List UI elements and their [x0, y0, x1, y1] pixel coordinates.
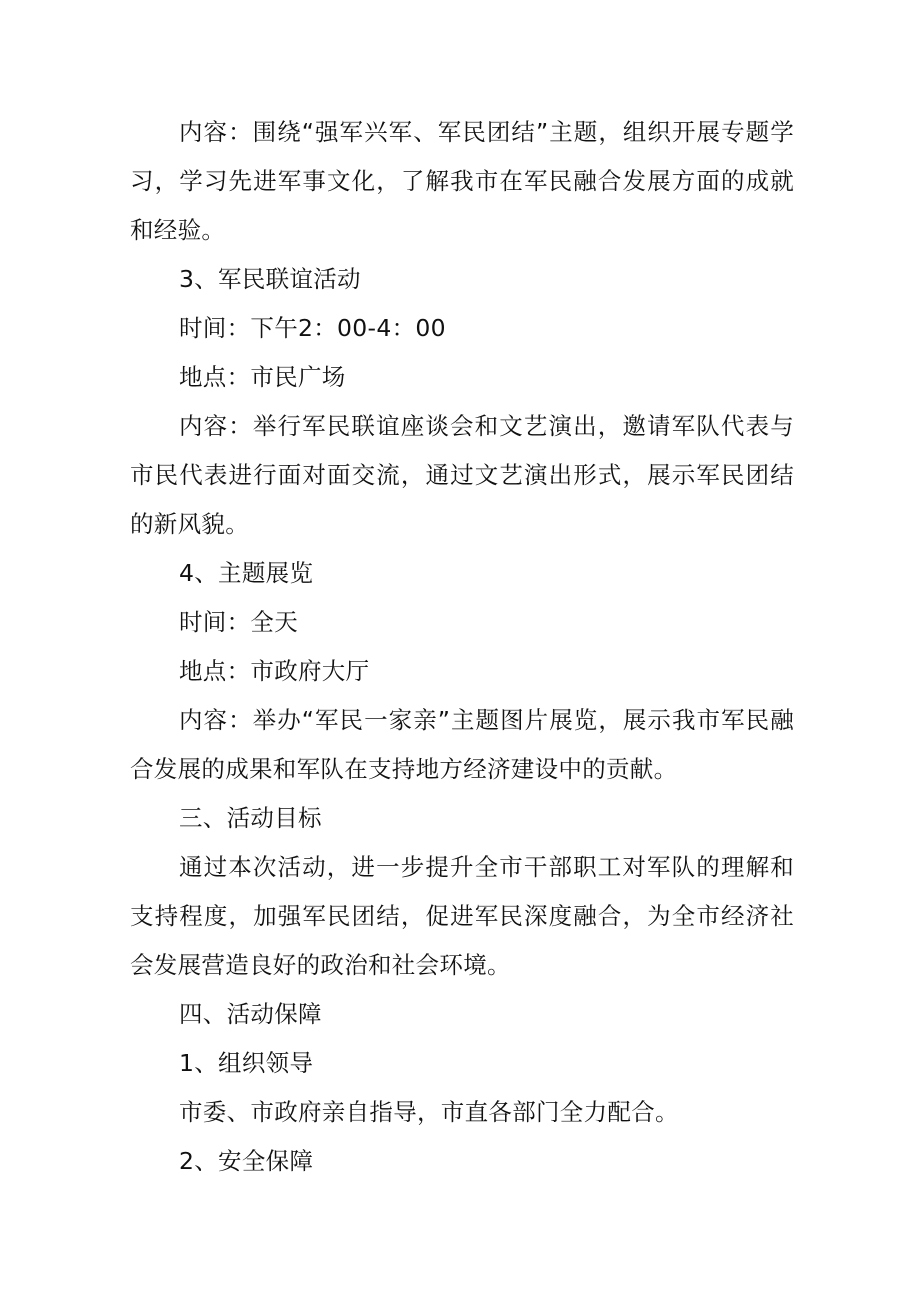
paragraph-organization-leadership: 市委、市政府亲自指导，市直各部门全力配合。 [179, 1098, 679, 1126]
exhibition-location: 地点：市政府大厅 [179, 657, 370, 685]
exhibition-time: 时间：全天 [179, 608, 298, 636]
paragraph-event-content: 内容：举行军民联谊座谈会和文艺演出，邀请军队代表与市民代表进行面对面交流，通过文艺演出形式，展示军民团结的新风貌。 [130, 412, 794, 538]
event-time: 时间：下午2：00-4：00 [179, 314, 446, 342]
paragraph-activity-goals: 通过本次活动，进一步提升全市干部职工对军队的理解和支持程度，加强军民团结，促进军民深度融合，为全市经济社会发展营造良好的政治和社会环境。 [130, 853, 794, 979]
paragraph-study-content: 内容：围绕“强军兴军、军民团结”主题，组织开展专题学习，学习先进军事文化，了解我市在军民融合发展方面的成就和经验。 [130, 118, 794, 244]
heading-activity-support: 四、活动保障 [179, 1000, 322, 1028]
heading-theme-exhibition: 4、主题展览 [179, 559, 314, 587]
heading-activity-goals: 三、活动目标 [179, 804, 322, 832]
paragraph-exhibition-content: 内容：举办“军民一家亲”主题图片展览，展示我市军民融合发展的成果和军队在支持地方经济建设中的贡献。 [130, 706, 794, 783]
event-location: 地点：市民广场 [179, 363, 346, 391]
heading-military-civilian-event: 3、军民联谊活动 [179, 265, 361, 293]
document-body [130, 108, 794, 1186]
heading-organization-leadership: 1、组织领导 [179, 1049, 314, 1077]
heading-safety-support: 2、安全保障 [179, 1147, 314, 1175]
